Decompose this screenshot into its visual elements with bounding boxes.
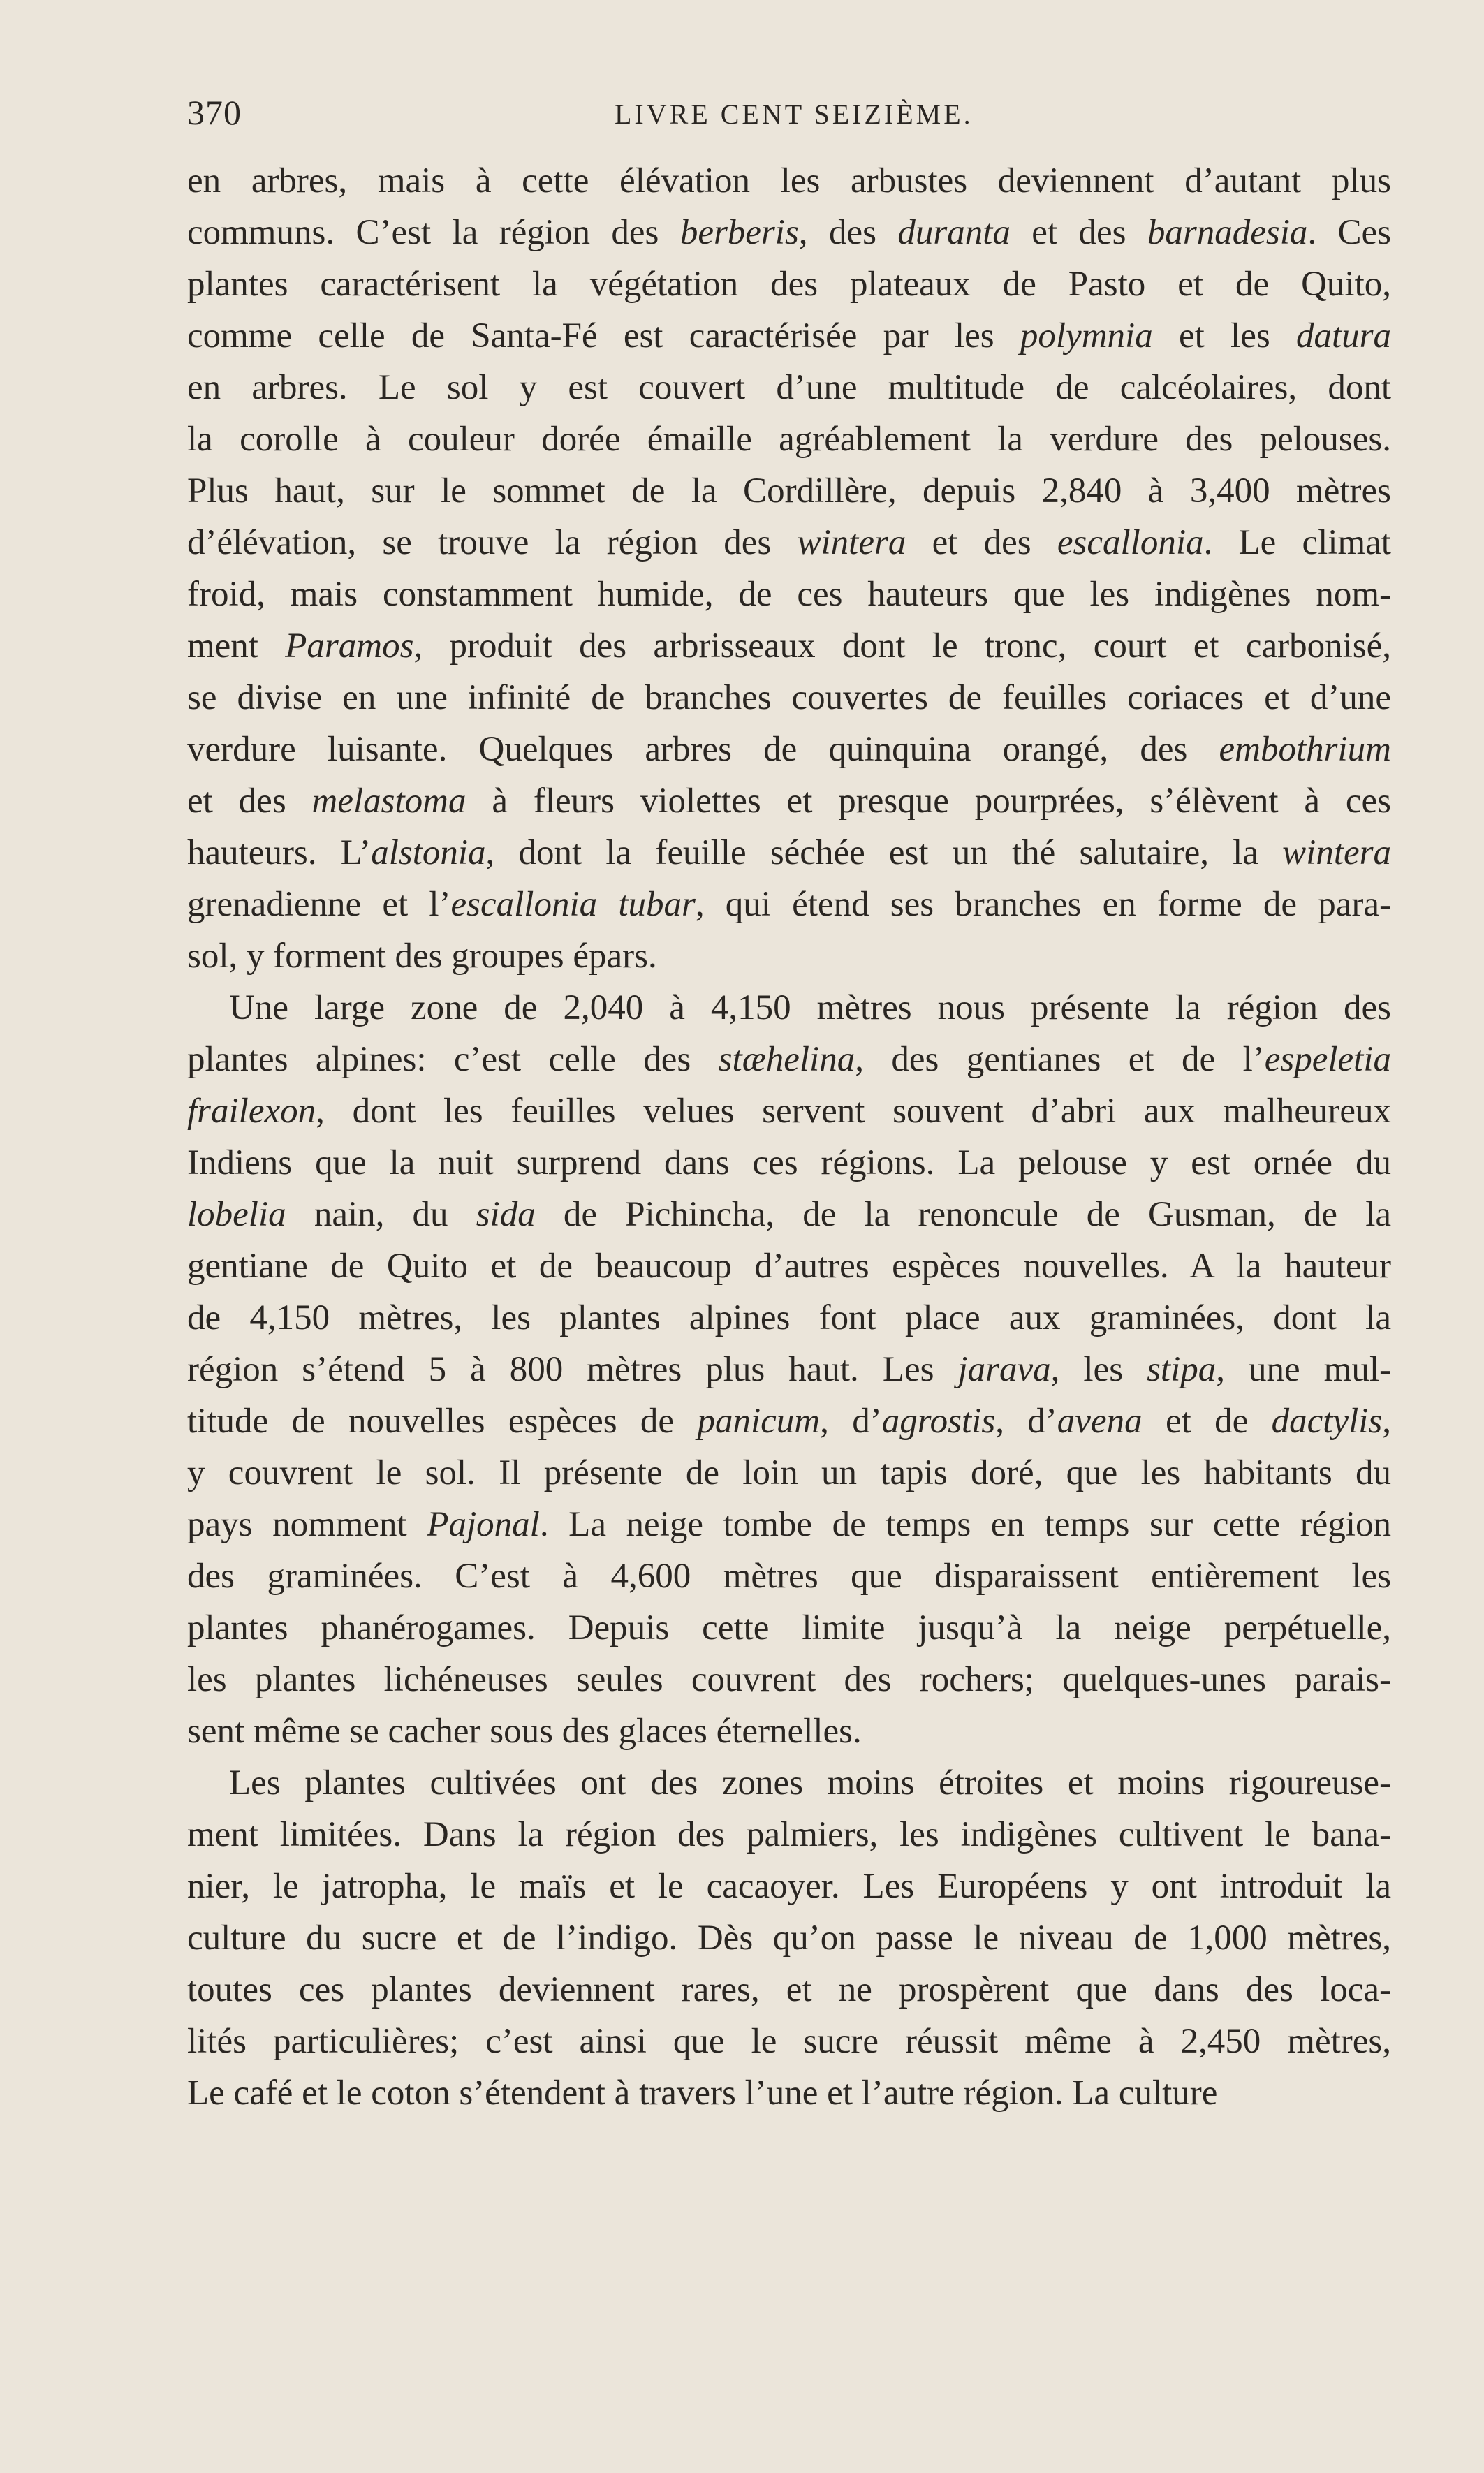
text-run: d’élévation, se trouve la région des [187, 523, 798, 562]
text-line [187, 1809, 1391, 1861]
text-line [187, 517, 1391, 568]
text-line [187, 1395, 1391, 1447]
italic-term: escallonia [1057, 523, 1204, 562]
text-line [187, 155, 1391, 207]
text-run: , produit des arbrisseaux dont le tronc, court et carbonisé, [413, 626, 1391, 666]
text-run: les plantes lichéneuses seules couvrent des rochers; quelques-unes parais- [187, 1660, 1391, 1699]
text-line [187, 1034, 1391, 1085]
text-run: gentiane de Quito et de beaucoup d’autres espèces nouvelles. A la hauteur [187, 1247, 1391, 1286]
text-run: lités particulières; c’est ainsi que le sucre réussit même à 2,450 mètres, [187, 2022, 1391, 2061]
text-run: verdure luisante. Quelques arbres de quinquina orangé, des [187, 730, 1219, 769]
text-line [187, 672, 1391, 724]
italic-term: berberis [679, 213, 799, 252]
text-run: , [1382, 1402, 1391, 1441]
text-line [187, 1292, 1391, 1344]
text-line [187, 982, 1391, 1034]
text-line [187, 2067, 1391, 2119]
text-run: Les plantes cultivées ont des zones moins étroites et moins rigoureuse- [229, 1763, 1391, 1803]
text-run: culture du sucre et de l’indigo. Dès qu’on passe le niveau de 1,000 mètres, [187, 1918, 1391, 1958]
text-line [187, 1602, 1391, 1654]
italic-term: Paramos [285, 626, 414, 666]
text-run: , des gentianes et de l’ [855, 1040, 1265, 1079]
text-run: des graminées. C’est à 4,600 mètres que disparaissent entièrement les [187, 1557, 1391, 1596]
text-run: de 4,150 mètres, les plantes alpines font place aux graminées, dont la [187, 1298, 1391, 1337]
text-line [187, 620, 1391, 672]
text-line [187, 310, 1391, 362]
italic-term: wintera [797, 523, 906, 562]
text-run: et des [1010, 213, 1147, 252]
text-run: ment limitées. Dans la région des palmiers, les indigènes cultivent le bana- [187, 1815, 1391, 1854]
text-line [187, 1757, 1391, 1809]
text-block [187, 155, 1391, 2119]
text-run: plantes alpines: c’est celle des [187, 1040, 719, 1079]
text-run: Plus haut, sur le sommet de la Cordillère, depuis 2,840 à 3,400 mètres [187, 471, 1391, 511]
text-run: pays nomment [187, 1505, 427, 1544]
italic-term: stæhelina [718, 1040, 855, 1079]
text-run: . Le climat [1203, 523, 1391, 562]
text-line [187, 465, 1391, 517]
italic-term: datura [1295, 316, 1391, 355]
text-run: nain, du [286, 1195, 476, 1234]
italic-term: duranta [897, 213, 1011, 252]
text-run: froid, mais constamment humide, de ces hauteurs que les indigènes nom- [187, 575, 1391, 614]
italic-term: dactylis [1271, 1402, 1383, 1441]
text-run: plantes caractérisent la végétation des plateaux de Pasto et de Quito, [187, 265, 1391, 304]
text-line [187, 1137, 1391, 1189]
text-run: ment [187, 626, 286, 666]
text-line [187, 1861, 1391, 1912]
italic-term: sida [476, 1195, 536, 1234]
text-line [187, 1189, 1391, 1240]
text-run: titude de nouvelles espèces de [187, 1402, 698, 1441]
italic-term: espeletia [1264, 1040, 1391, 1079]
text-run: et les [1152, 316, 1296, 355]
text-run: et des [906, 523, 1057, 562]
text-run: , d’ [820, 1402, 882, 1441]
text-run: y couvrent le sol. Il présente de loin un tapis doré, que les habitants du [187, 1453, 1391, 1492]
text-line [187, 1964, 1391, 2016]
text-run: , des [798, 213, 898, 252]
text-run: Une large zone de 2,040 à 4,150 mètres nous présente la région des [229, 988, 1391, 1027]
text-line [187, 1550, 1391, 1602]
text-run: de Pichincha, de la renoncule de Gusman, de la [535, 1195, 1391, 1234]
text-run: nier, le jatropha, le maïs et le cacaoyer. Les Européens y ont introduit la [187, 1867, 1391, 1906]
text-run: la corolle à couleur dorée émaille agréablement la verdure des pelouses. [187, 420, 1391, 459]
text-line [187, 1344, 1391, 1395]
italic-term: Pajonal [427, 1505, 540, 1544]
italic-term: barnadesia [1147, 213, 1308, 252]
text-run: plantes phanérogames. Depuis cette limite jusqu’à la neige perpétuelle, [187, 1608, 1391, 1648]
italic-term: stipa [1147, 1350, 1217, 1389]
text-line [187, 1447, 1391, 1499]
text-run: Le café et le coton s’étendent à travers l’une et l’autre région. La culture [187, 2074, 1218, 2113]
text-line [187, 1654, 1391, 1705]
italic-term: escallonia tubar [450, 885, 696, 924]
text-line [187, 827, 1391, 879]
text-line [187, 724, 1391, 775]
text-line [187, 930, 1391, 982]
italic-term: wintera [1282, 833, 1391, 872]
page-number: 370 [187, 93, 242, 132]
text-run: sent même se cacher sous des glaces éternelles. [187, 1712, 862, 1751]
italic-term: panicum [697, 1402, 821, 1441]
text-line [187, 1240, 1391, 1292]
text-line [187, 775, 1391, 827]
text-run: communs. C’est la région des [187, 213, 680, 252]
text-run: se divise en une infinité de branches couvertes de feuilles coriaces et d’une [187, 678, 1391, 717]
text-line [187, 362, 1391, 413]
italic-term: melastoma [311, 781, 466, 821]
italic-term: jarava [957, 1350, 1051, 1389]
text-run: . La neige tombe de temps en temps sur cette région [539, 1505, 1391, 1544]
text-run: , d’ [995, 1402, 1057, 1441]
text-line [187, 1705, 1391, 1757]
text-line [187, 1499, 1391, 1550]
text-line [187, 879, 1391, 930]
text-run: comme celle de Santa-Fé est caractérisée par les [187, 316, 1020, 355]
italic-term: lobelia [187, 1195, 286, 1234]
text-run: , les [1050, 1350, 1147, 1389]
text-line [187, 207, 1391, 258]
text-run: hauteurs. L’ [187, 833, 372, 872]
text-run: et de [1142, 1402, 1272, 1441]
text-line [187, 1085, 1391, 1137]
text-run: à fleurs violettes et presque pourprées, s’élèvent à ces [466, 781, 1391, 821]
italic-term: alstonia [371, 833, 486, 872]
running-head: LIVRE CENT SEIZIÈME. [615, 98, 974, 130]
text-line [187, 2016, 1391, 2067]
text-run: sol, y forment des groupes épars. [187, 937, 657, 976]
italic-term: polymnia [1020, 316, 1153, 355]
text-run: région s’étend 5 à 800 mètres plus haut. Les [187, 1350, 958, 1389]
text-run: Indiens que la nuit surprend dans ces régions. La pelouse y est ornée du [187, 1143, 1391, 1182]
italic-term: avena [1057, 1402, 1143, 1441]
text-run: en arbres. Le sol y est couvert d’une multitude de calcéolaires, dont [187, 368, 1391, 407]
text-line [187, 413, 1391, 465]
text-run: , une mul- [1216, 1350, 1391, 1389]
text-run: et des [187, 781, 312, 821]
text-run: grenadienne et l’ [187, 885, 451, 924]
text-run: , dont la feuille séchée est un thé salutaire, la [485, 833, 1283, 872]
italic-term: frailexon [187, 1092, 316, 1131]
italic-term: embothrium [1219, 730, 1391, 769]
text-run: toutes ces plantes deviennent rares, et ne prospèrent que dans des loca- [187, 1970, 1391, 2009]
text-run: , dont les feuilles velues servent souvent d’abri aux malheureux [316, 1092, 1391, 1131]
text-line [187, 258, 1391, 310]
text-run: , qui étend ses branches en forme de para- [695, 885, 1391, 924]
text-line [187, 568, 1391, 620]
italic-term: agrostis [881, 1402, 996, 1441]
text-run: en arbres, mais à cette élévation les arbustes deviennent d’autant plus [187, 161, 1391, 200]
text-run: . Ces [1307, 213, 1391, 252]
text-line [187, 1912, 1391, 1964]
